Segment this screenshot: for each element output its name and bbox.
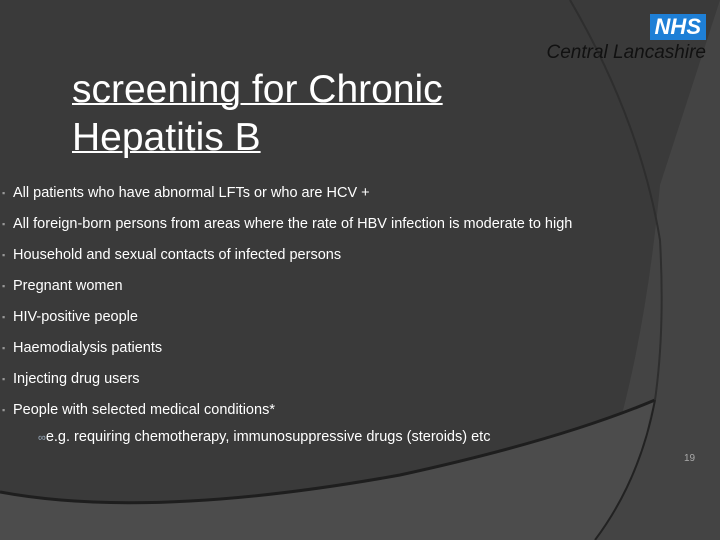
list-item-text: Injecting drug users: [13, 371, 140, 387]
bullet-icon: ▪: [2, 374, 6, 384]
sub-bullet-icon: ∞: [38, 432, 46, 444]
list-item: [0, 213, 572, 244]
list-item-text: Haemodialysis patients: [13, 340, 163, 356]
list-item-text: Pregnant women: [13, 278, 123, 294]
nhs-logo: [547, 14, 706, 64]
slide-title: [72, 66, 443, 162]
page-number: 19: [684, 453, 696, 464]
sub-bullet: [38, 429, 490, 445]
bullet-icon: ▪: [2, 343, 6, 353]
list-item-text: Household and sexual contacts of infected persons: [13, 247, 342, 263]
bullet-icon: ▪: [2, 405, 6, 415]
bullet-icon: ▪: [2, 250, 6, 260]
list-item: [0, 337, 572, 368]
nhs-badge: NHS: [650, 14, 706, 40]
list-item: [0, 244, 572, 275]
list-item-text: HIV-positive people: [13, 309, 138, 325]
list-item: [0, 275, 572, 306]
bullet-icon: ▪: [2, 219, 6, 229]
bullet-icon: ▪: [2, 312, 6, 322]
list-item: [0, 399, 572, 430]
organization-name: Central Lancashire: [546, 42, 706, 63]
title-line-2: Hepatitis B: [72, 116, 261, 159]
title-line-1: screening for Chronic: [72, 68, 443, 111]
bullet-icon: ▪: [2, 188, 6, 198]
bullet-icon: ▪: [2, 281, 6, 291]
list-item-text: All patients who have abnormal LFTs or who are HCV +: [13, 185, 370, 201]
bullet-list: [0, 182, 572, 430]
list-item: [0, 306, 572, 337]
list-item: [0, 368, 572, 399]
list-item-text: People with selected medical conditions*: [13, 402, 275, 418]
list-item: [0, 182, 572, 213]
list-item-text: All foreign-born persons from areas where the rate of HBV infection is moderate to high: [13, 216, 573, 232]
sub-bullet-text: e.g. requiring chemotherapy, immunosuppressive drugs (steroids) etc: [45, 429, 491, 445]
